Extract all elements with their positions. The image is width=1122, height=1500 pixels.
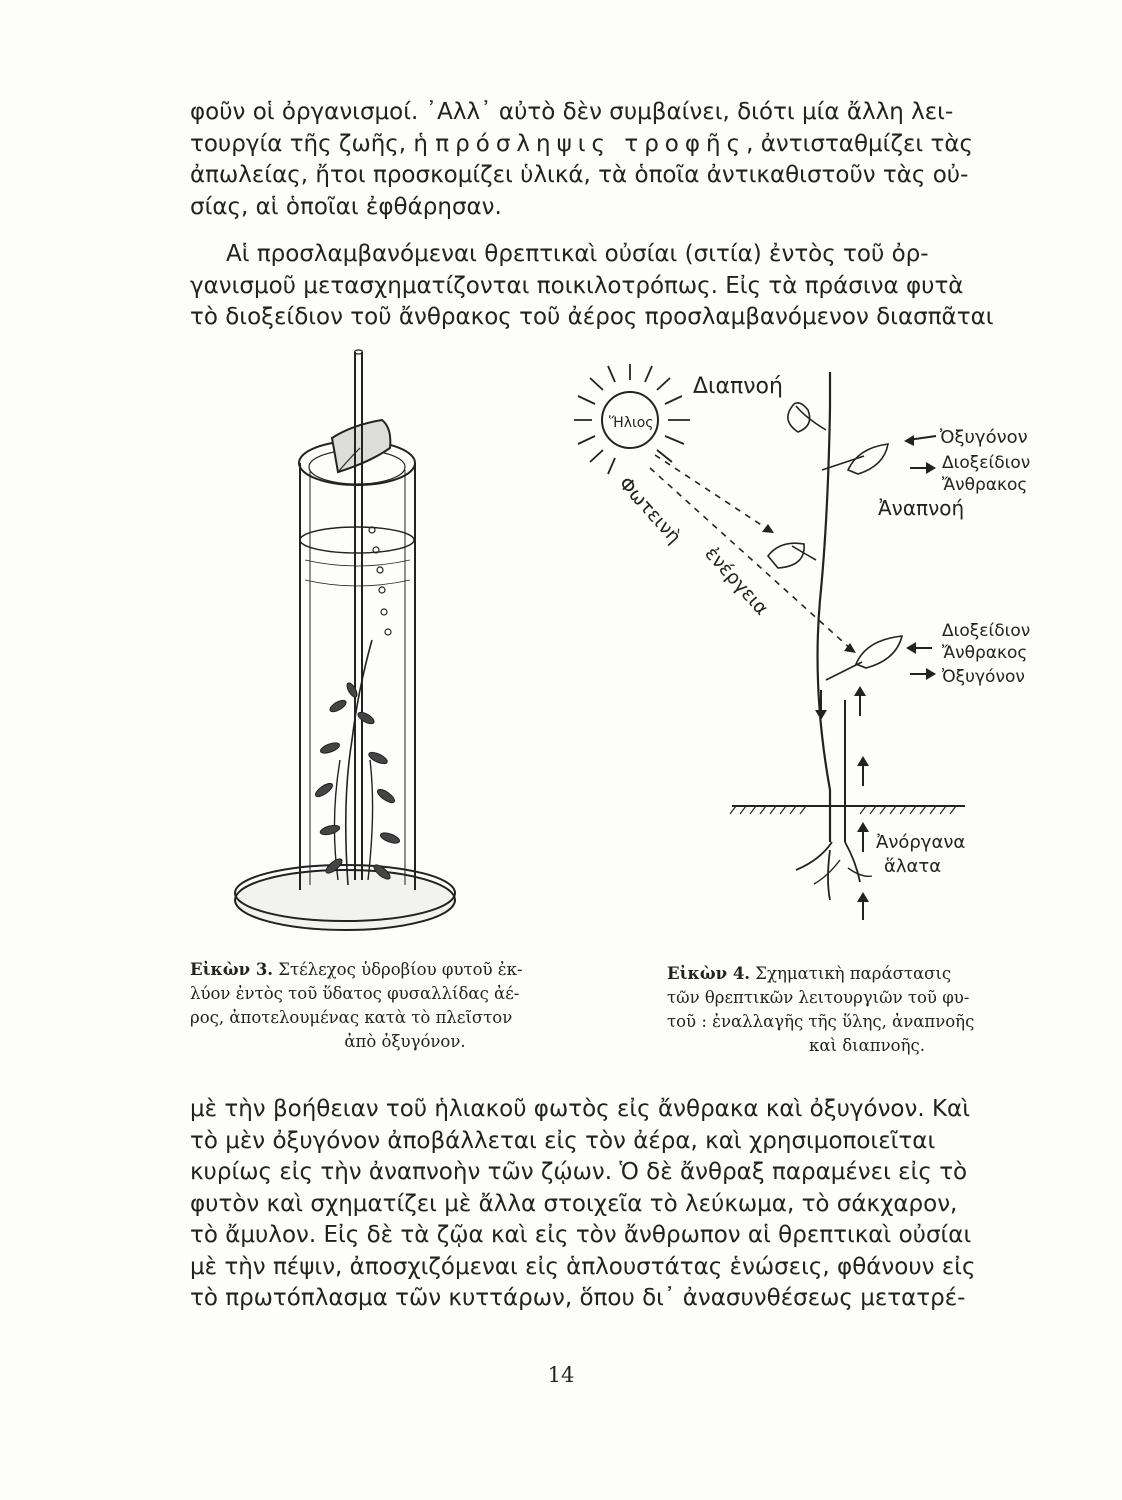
caption-label: Εἰκὼν 3.	[190, 960, 274, 979]
caption-line: τῶν θρεπτικῶν λειτουργιῶν τοῦ φυ-	[667, 988, 970, 1007]
caption-text: Στέλεχος ὑδροβίου φυτοῦ ἐκ-	[273, 960, 523, 979]
text-line: γανισμοῦ μετασχηματίζονται ποικιλοτρόπως. Εἰς τὰ πράσινα φυτὰ	[190, 272, 964, 299]
inorganic-salts-label-1: Ἀνόργανα	[876, 832, 966, 853]
text-line: κυρίως εἰς τὴν ἀναπνοὴν τῶν ζῴων. Ὁ δὲ ἄνθραξ παραμένει εἰς τὸ	[190, 1159, 968, 1185]
page-number: 14	[547, 1363, 575, 1387]
text-line: Αἱ προσλαμβανόμεναι θρεπτικαὶ οὐσίαι (σιτία) ἐντὸς τοῦ ὀρ-	[226, 241, 929, 267]
oxygen-label-bottom: Ὀξυγόνον	[942, 667, 1025, 687]
light-energy-label-2: ἐνέργεια	[700, 542, 773, 620]
light-energy-label-1: Φωτεινὴ	[614, 472, 686, 549]
text-line: ἀπωλείας, ἤτοι προσκομίζει ὑλικά, τὰ ὁποῖα ἀντικαθιστοῦν τὰς οὐ-	[190, 162, 969, 188]
co2-label-bottom-1: Διοξείδιον	[942, 621, 1031, 641]
co2-label-top-2: Ἄνθρακος	[942, 475, 1028, 495]
text-line: φοῦν οἱ ὀργανισμοί. ᾿Αλλ᾿ αὐτὸ δὲν συμβαίνει, διότι μία ἄλλη λει-	[190, 99, 954, 125]
text-fragment: τουργία τῆς ζωῆς, ἡ	[190, 130, 436, 157]
caption-line	[190, 958, 620, 982]
co2-label-top-1: Διοξείδιον	[942, 453, 1031, 473]
figure-4-labels	[609, 374, 1030, 877]
text-line: μὲ τὴν βοήθειαν τοῦ ἡλιακοῦ φωτὸς εἰς ἄνθρακα καὶ ὀξυγόνον. Καὶ	[190, 1096, 970, 1122]
oxygen-label-top: Ὀξυγόνον	[940, 427, 1028, 448]
caption-line: καὶ διαπνοῆς.	[809, 1036, 925, 1055]
emphasized-term: πρόσληψις τροφῆς	[435, 130, 747, 157]
figure-3-drawing	[235, 350, 455, 930]
caption-line: ἀπὸ ὀξυγόνον.	[344, 1032, 466, 1051]
respiration-label: Ἀναπνοή	[878, 496, 965, 520]
caption-line: λύον ἐντὸς τοῦ ὕδατος φυσαλλίδας ἀέ-	[190, 984, 520, 1003]
text-line: τὸ ἄμυλον. Εἰς δὲ τὰ ζῷα καὶ εἰς τὸν ἄνθρωπον αἱ θρεπτικαὶ οὐσίαι	[190, 1222, 972, 1248]
figure-4-caption	[667, 962, 1067, 1058]
text-line: μὲ τὴν πέψιν, ἀποσχιζόμεναι εἰς ἁπλουστάτας ἑνώσεις, φθάνουν εἰς	[190, 1253, 976, 1280]
figure-3-caption	[190, 958, 620, 1054]
text-line: τὸ μὲν ὀξυγόνον ἀποβάλλεται εἰς τὸν ἀέρα, καὶ χρησιμοποιεῖται	[190, 1127, 936, 1154]
paragraph-3	[190, 1094, 1085, 1315]
text-fragment: , ἀντισταθμίζει τὰς	[746, 130, 974, 157]
caption-line: τοῦ : ἐναλλαγῆς τῆς ὕλης, ἀναπνοῆς	[667, 1012, 975, 1031]
caption-line	[667, 962, 1067, 986]
text-line: φυτὸν καὶ σχηματίζει μὲ ἄλλα στοιχεῖα τὸ λεύκωμα, τὸ σάκχαρον,	[190, 1190, 958, 1217]
co2-label-bottom-2: Ἄνθρακος	[942, 643, 1028, 663]
sun-label: Ἥλιος	[609, 415, 654, 431]
caption-text: Σχηματικὴ παράστασις	[750, 964, 952, 983]
inorganic-salts-label-2: ἅλατα	[884, 856, 942, 877]
text-line: τὸ πρωτόπλασμα τῶν κυττάρων, ὅπου δι᾿ ἀνασυνθέσεως μετατρέ-	[190, 1285, 966, 1311]
caption-label: Εἰκὼν 4.	[667, 964, 751, 983]
transpiration-label: Διαπνοή	[693, 374, 783, 399]
text-line: σίας, αἱ ὁποῖαι ἐφθάρησαν.	[190, 193, 502, 220]
text-line: τὸ διοξείδιον τοῦ ἄνθρακος τοῦ ἀέρος προσλαμβανόμενον διασπᾶται	[190, 304, 994, 330]
caption-line: ρος, ἀποτελουμένας κατὰ τὸ πλεῖστον	[190, 1008, 513, 1027]
